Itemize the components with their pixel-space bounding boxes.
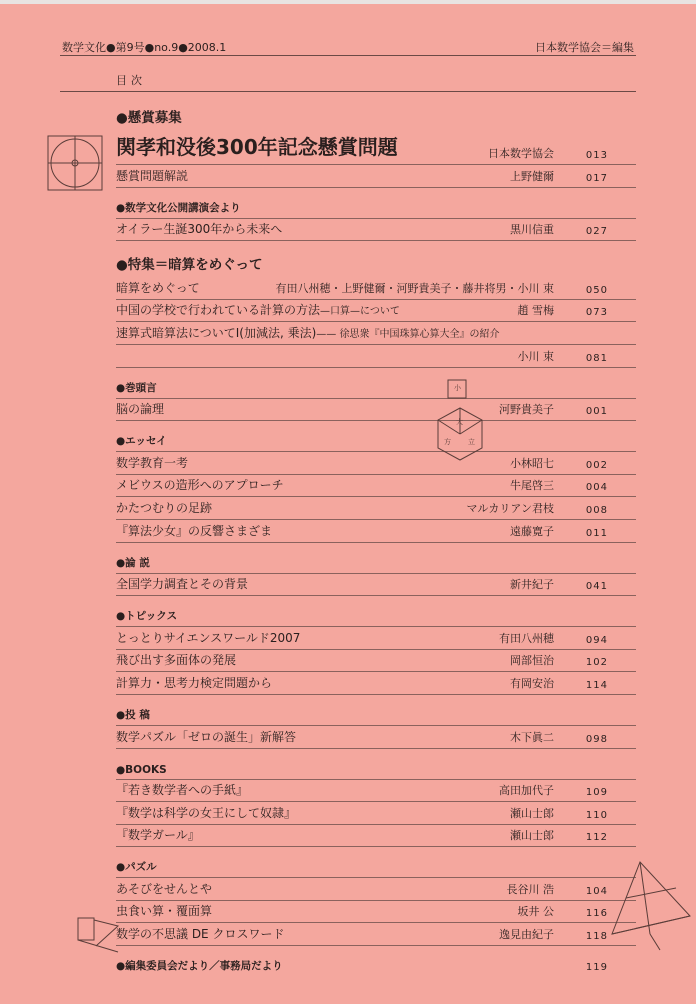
entry-subtitle: —— 徐思衆『中国珠算心算大全』の紹介 xyxy=(316,328,500,340)
entry-page: 118 xyxy=(585,931,608,943)
entry-title xyxy=(116,651,236,668)
corner-sketch-right xyxy=(606,858,692,954)
entry-title-text: 飛び出す多面体の発展 xyxy=(116,653,237,668)
entry-page: 017 xyxy=(585,172,608,184)
entry-title xyxy=(116,781,248,798)
entry-title xyxy=(116,220,282,237)
entry-author: 遠藤寛子 xyxy=(510,524,554,538)
entry-title xyxy=(116,454,188,471)
entry-author: 瀬山士郎 xyxy=(510,829,554,843)
section-heading-text: ● トピックス xyxy=(116,608,177,623)
section-heading-text: ● 論 説 xyxy=(116,555,150,570)
section-gap xyxy=(116,421,636,431)
entry-author: 有田八州穂・上野健爾・河野貴美子・藤井将男・小川 束 xyxy=(275,281,554,295)
entry-author: マルカリアン君枝 xyxy=(466,501,554,515)
entry-title-text: 懸賞問題解説 xyxy=(116,168,189,183)
section-heading xyxy=(116,431,636,452)
entry-title-text: かたつむりの足跡 xyxy=(116,500,213,515)
entry-page: 094 xyxy=(585,634,608,646)
section-gap xyxy=(116,749,636,759)
footer-item-title: ● 編集委員会だより／事務局だより xyxy=(116,958,283,973)
entry-page: 073 xyxy=(585,307,608,319)
section-heading-text: ● エッセイ xyxy=(116,433,167,448)
section-heading xyxy=(116,857,636,878)
entry-author: 高田加代子 xyxy=(499,784,554,798)
section-gap xyxy=(116,596,636,606)
entry-author: 牛尾啓三 xyxy=(510,479,554,493)
entry-title-text: 虫食い算・覆面算 xyxy=(116,904,213,919)
section-heading xyxy=(116,198,636,219)
entry-page: 110 xyxy=(585,809,608,821)
entry-title-text: 中国の学校で行われている計算の方法 xyxy=(116,303,321,318)
section-heading xyxy=(116,104,636,130)
entry-title xyxy=(116,902,212,919)
entry-title xyxy=(116,925,284,942)
section-heading xyxy=(116,378,636,399)
toc-entry[interactable] xyxy=(116,574,636,597)
entry-title xyxy=(116,476,284,493)
entry-title xyxy=(116,522,272,539)
toc-entry[interactable] xyxy=(116,780,636,803)
running-header xyxy=(60,39,636,56)
entry-title-text: メビウスの造形へのアプローチ xyxy=(116,478,284,493)
entry-title-text: 脳の論理 xyxy=(116,402,165,417)
entry-title xyxy=(116,674,272,691)
section-heading xyxy=(116,606,636,627)
toc-entry[interactable] xyxy=(116,520,636,543)
toc-entry[interactable] xyxy=(116,923,636,946)
journal-info: 数学文化●第9号●no.9●2008.1 xyxy=(62,41,227,54)
entry-author: 小林昭七 xyxy=(510,456,554,470)
entry-page: 050 xyxy=(585,284,608,296)
entry-title-text: 数学の不思議 DE クロスワード xyxy=(116,927,285,942)
entry-title xyxy=(116,629,300,646)
entry-author: 新井紀子 xyxy=(510,578,554,592)
entry-title-text: 『若き数学者への手紙』 xyxy=(116,783,249,798)
section-gap xyxy=(116,543,636,553)
toc-entry[interactable] xyxy=(116,322,636,345)
section-gap xyxy=(116,368,636,378)
entry-page: 081 xyxy=(585,352,608,364)
cube-drawing xyxy=(428,378,492,464)
entry-title-text: 暗算をめぐって xyxy=(116,280,200,295)
section-heading-text: ● パズル xyxy=(116,859,157,874)
entry-page: 008 xyxy=(585,504,608,516)
toc-entry[interactable] xyxy=(116,399,636,422)
entry-title-text: 計算力・思考力検定問題から xyxy=(116,675,273,690)
entry-title xyxy=(116,400,164,417)
section-heading xyxy=(116,705,636,726)
entry-title xyxy=(116,279,200,296)
entry-page: 041 xyxy=(585,581,608,593)
table-of-contents xyxy=(116,104,636,946)
entry-page: 027 xyxy=(585,226,608,238)
section-heading-text: ● 巻頭言 xyxy=(116,380,157,395)
entry-title xyxy=(116,167,188,184)
toc-entry[interactable] xyxy=(116,825,636,848)
footer-toc-item[interactable] xyxy=(116,950,636,976)
entry-author: 木下眞二 xyxy=(510,730,554,744)
entry-page: 102 xyxy=(585,657,608,669)
section-gap xyxy=(116,695,636,705)
entry-title-text: 『数学は科学の女王にして奴隷』 xyxy=(116,805,297,820)
entry-author: 有岡安治 xyxy=(510,676,554,690)
toc-entry[interactable] xyxy=(116,802,636,825)
section-gap xyxy=(116,847,636,857)
footer-item-page: 119 xyxy=(585,962,608,973)
entry-title xyxy=(116,728,296,745)
toc-entry[interactable] xyxy=(116,878,636,901)
toc-entry[interactable] xyxy=(116,901,636,924)
entry-page: 116 xyxy=(585,908,608,920)
entry-page: 112 xyxy=(585,832,608,844)
toc-entry[interactable] xyxy=(116,300,636,323)
cube-label-small: 小 xyxy=(454,384,461,392)
toc-entry[interactable] xyxy=(116,130,636,165)
entry-author: 上野健爾 xyxy=(510,169,554,183)
entry-page: 004 xyxy=(585,482,608,494)
entry-title-text: 数学教育一考 xyxy=(116,455,189,470)
entry-author: 黒川信重 xyxy=(510,223,554,237)
page-top-edge xyxy=(0,0,696,4)
section-heading-text: ● 数学文化公開講演会より xyxy=(116,200,241,215)
entry-title-text: 関孝和没後300年記念懸賞問題 xyxy=(116,135,398,159)
entry-page: 013 xyxy=(585,150,608,161)
entry-title xyxy=(116,499,212,516)
entry-author: 有田八州穂 xyxy=(499,631,554,645)
entry-author: 坂井 公 xyxy=(517,905,554,919)
divider xyxy=(60,91,636,92)
entry-page: 002 xyxy=(585,459,608,471)
entry-title xyxy=(116,324,499,341)
entry-title-text: 『数学ガール』 xyxy=(116,828,200,843)
entry-title xyxy=(116,880,212,897)
entry-title xyxy=(116,804,296,821)
entry-page: 104 xyxy=(585,885,608,897)
entry-title xyxy=(116,575,248,592)
entry-page: 001 xyxy=(585,406,608,418)
section-gap xyxy=(116,241,636,251)
entry-author: 河野貴美子 xyxy=(499,403,554,417)
square-circle-drawing xyxy=(40,128,110,200)
toc-entry[interactable] xyxy=(116,452,636,475)
entry-page: 098 xyxy=(585,733,608,745)
entry-title-text: とっとりサイエンスワールド2007 xyxy=(116,630,301,645)
entry-page: 114 xyxy=(585,679,608,691)
section-gap xyxy=(116,188,636,198)
cube-label-right: 立 xyxy=(468,438,475,446)
page-title: 目次 xyxy=(116,74,146,87)
entry-title-text: 数学パズル「ゼロの誕生」新解答 xyxy=(116,729,297,744)
entry-author: 逸見由紀子 xyxy=(499,928,554,942)
cube-label-top: 大 xyxy=(456,418,463,426)
entry-title-text: 『算法少女』の反響さまざま xyxy=(116,523,273,538)
toc-entry[interactable] xyxy=(116,219,636,242)
toc-entry[interactable] xyxy=(116,475,636,498)
section-heading xyxy=(116,759,636,780)
toc-entry[interactable] xyxy=(116,497,636,520)
section-heading xyxy=(116,553,636,574)
toc-entry[interactable] xyxy=(116,345,636,368)
entry-title-text: あそびをせんとや xyxy=(116,881,213,896)
entry-author: 小川 束 xyxy=(517,349,554,363)
toc-entry[interactable] xyxy=(116,627,636,650)
entry-title xyxy=(116,131,398,160)
toc-entry[interactable] xyxy=(116,726,636,749)
entry-author: 趙 雪梅 xyxy=(517,304,554,318)
entry-title-text: 速算式暗算法についてⅠ(加減法, 乗法) xyxy=(116,325,317,340)
entry-subtitle: —口算—について xyxy=(320,306,400,318)
section-heading-text: ● BOOKS xyxy=(116,764,167,776)
entry-page: 011 xyxy=(585,527,608,539)
entry-author: 岡部恒治 xyxy=(510,654,554,668)
editor-credit: 日本数学協会＝編集 xyxy=(535,41,634,54)
toc-entry[interactable] xyxy=(116,277,636,300)
entry-author: 瀬山士郎 xyxy=(510,806,554,820)
toc-entry[interactable] xyxy=(116,165,636,188)
section-heading-text: ● 投 稿 xyxy=(116,707,150,722)
toc-entry[interactable] xyxy=(116,672,636,695)
entry-author: 長谷川 浩 xyxy=(506,882,554,896)
section-heading xyxy=(116,251,636,277)
entry-page: 109 xyxy=(585,787,608,799)
toc-entry[interactable] xyxy=(116,650,636,673)
entry-title xyxy=(116,301,400,318)
section-heading-text: ● 懸賞募集 xyxy=(116,106,182,126)
entry-title xyxy=(116,826,200,843)
section-heading-text: ● 特集＝暗算をめぐって xyxy=(116,253,263,273)
entry-title-text: 全国学力調査とその背景 xyxy=(116,577,249,592)
entry-author: 日本数学協会 xyxy=(488,147,554,160)
cube-label-left: 方 xyxy=(444,438,451,446)
entry-title-text: オイラー生誕300年から未来へ xyxy=(116,222,283,237)
